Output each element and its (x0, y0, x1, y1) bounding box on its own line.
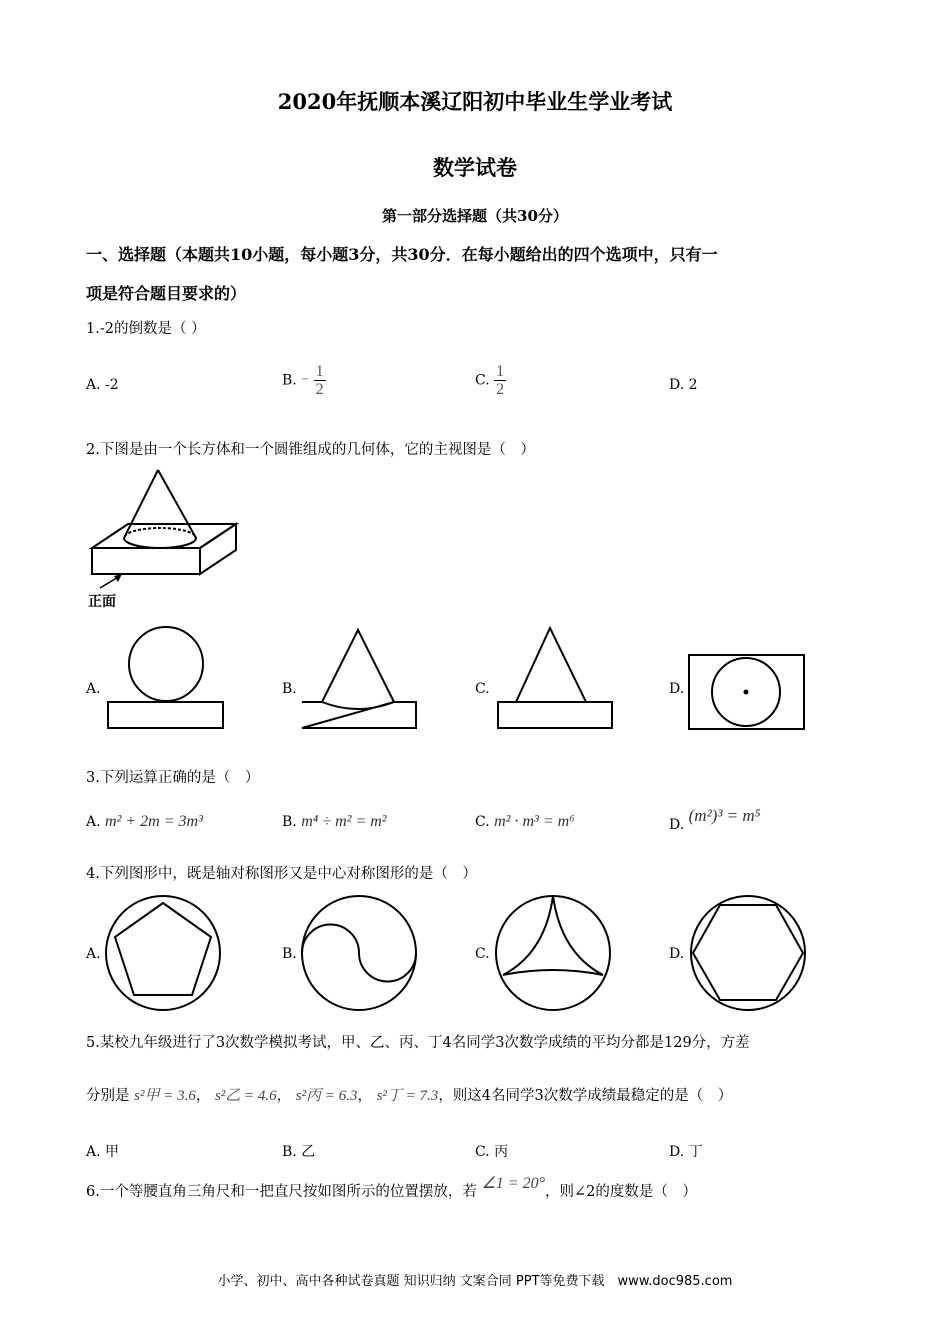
q4-option-d-label: D. (669, 946, 685, 962)
q4-option-d-hexagon-figure (688, 893, 808, 1013)
q2-option-d-figure (688, 654, 808, 732)
q5-separator: ， (195, 1088, 211, 1104)
question-4-text: 4.下列图形中，既是轴对称图形又是中心对称图形的是（ ） (86, 866, 477, 882)
q1-c-numerator: 1 (496, 363, 505, 380)
section-heading-line2: 项是符合题目要求的） (86, 284, 247, 303)
q4-option-c-label: C. (475, 946, 490, 962)
q3-option-d-label: D. (669, 817, 685, 833)
q4-option-a-pentagon-figure (103, 893, 223, 1013)
q4-option-b-label: B. (282, 946, 297, 962)
q4-option-c-reuleaux-figure (493, 893, 613, 1013)
q3-option-a-label: A. (86, 814, 101, 830)
q3-option-c-label: C. (475, 814, 490, 830)
q1-c-denominator: 2 (496, 381, 505, 398)
q3-option-b-label: B. (282, 814, 297, 830)
question-5-text-line1: 5.某校九年级进行了3次数学模拟考试，甲、乙、丙、丁4名同学3次数学成绩的平均分都是129分，方差 (86, 1035, 750, 1051)
section-heading-line1: 一、选择题（本题共10小题，每小题3分，共30分．在每小题给出的四个选项中，只有一 (86, 245, 718, 264)
q2-option-d-label: D. (669, 681, 685, 697)
q2-option-b-label: B. (282, 681, 297, 697)
q5-option-a: A. 甲 (86, 1144, 120, 1160)
exam-subtitle: 数学试卷 (433, 155, 517, 180)
q2-option-b-figure (298, 624, 422, 732)
q5-variance-jia: s²甲 = 3.6 (134, 1088, 196, 1104)
q1-option-b-label: B. (282, 372, 297, 389)
q6-angle-condition: ∠1 = 20° (481, 1175, 545, 1192)
q1-b-denominator: 2 (315, 381, 324, 398)
q5-option-d: D. 丁 (669, 1144, 703, 1160)
front-view-label: 正面 (88, 594, 116, 610)
q1-option-b (282, 363, 326, 398)
question-5-text-line2 (86, 1084, 732, 1105)
q2-solid-figure (86, 466, 246, 596)
q3-option-a (86, 813, 203, 831)
q3-option-b-expr: m⁴ ÷ m² = m² (301, 813, 387, 830)
q2-option-c-label: C. (475, 681, 490, 697)
q1-option-d: D. 2 (669, 377, 698, 393)
q6-prefix: 6.一个等腰直角三角尺和一把直尺按如图所示的位置摆放，若 (86, 1184, 477, 1200)
q3-option-d (669, 806, 761, 833)
question-2-text: 2.下图是由一个长方体和一个圆锥组成的几何体，它的主视图是（ ） (86, 442, 535, 458)
q1-b-numerator: 1 (315, 363, 324, 380)
exam-title: 2020年抚顺本溪辽阳初中毕业生学业考试 (277, 89, 673, 114)
q4-option-b-yinyang-figure (299, 893, 419, 1013)
q5-variance-yi: s²乙 = 4.6 (214, 1088, 277, 1104)
q1-option-c (475, 363, 506, 398)
q3-option-c (475, 813, 575, 831)
q3-option-d-expr: (m²)³ = m⁵ (688, 806, 761, 825)
q2-option-a-figure (104, 624, 228, 732)
q3-option-b (282, 813, 387, 831)
q5-option-c: C. 丙 (475, 1144, 509, 1160)
page-footer: 小学、初中、高中各种试卷真题 知识归纳 文案合同 PPT等免费下载 www.doc985.com (217, 1274, 733, 1289)
q5-separator: ， (276, 1088, 292, 1104)
q1-option-a: A. -2 (86, 377, 119, 393)
q5-variance-bing: s²丙 = 6.3 (295, 1088, 358, 1104)
q6-suffix: ，则∠2的度数是（ ） (545, 1184, 697, 1200)
question-3-text: 3.下列运算正确的是（ ） (86, 770, 260, 786)
q5-separator: ， (357, 1088, 372, 1104)
q1-option-c-label: C. (475, 372, 490, 389)
q2-option-a-label: A. (86, 681, 101, 697)
part-heading: 第一部分选择题（共30分） (382, 207, 568, 225)
question-1-text: 1.-2的倒数是（ ） (86, 321, 206, 337)
q1-option-b-sign: − (301, 372, 310, 388)
q3-option-a-expr: m² + 2m = 3m³ (105, 813, 203, 830)
q4-option-a-label: A. (86, 946, 101, 962)
q5-option-b: B. 乙 (282, 1144, 316, 1160)
q5-prefix: 分别是 (86, 1088, 130, 1104)
q2-option-c-figure (494, 624, 618, 732)
question-6-text (86, 1175, 697, 1201)
q5-suffix: ，则这4名同学3次数学成绩最稳定的是（ ） (438, 1088, 733, 1104)
q5-variance-ding: s²丁 = 7.3 (376, 1088, 439, 1104)
q3-option-c-expr: m² · m³ = m⁶ (494, 813, 575, 830)
